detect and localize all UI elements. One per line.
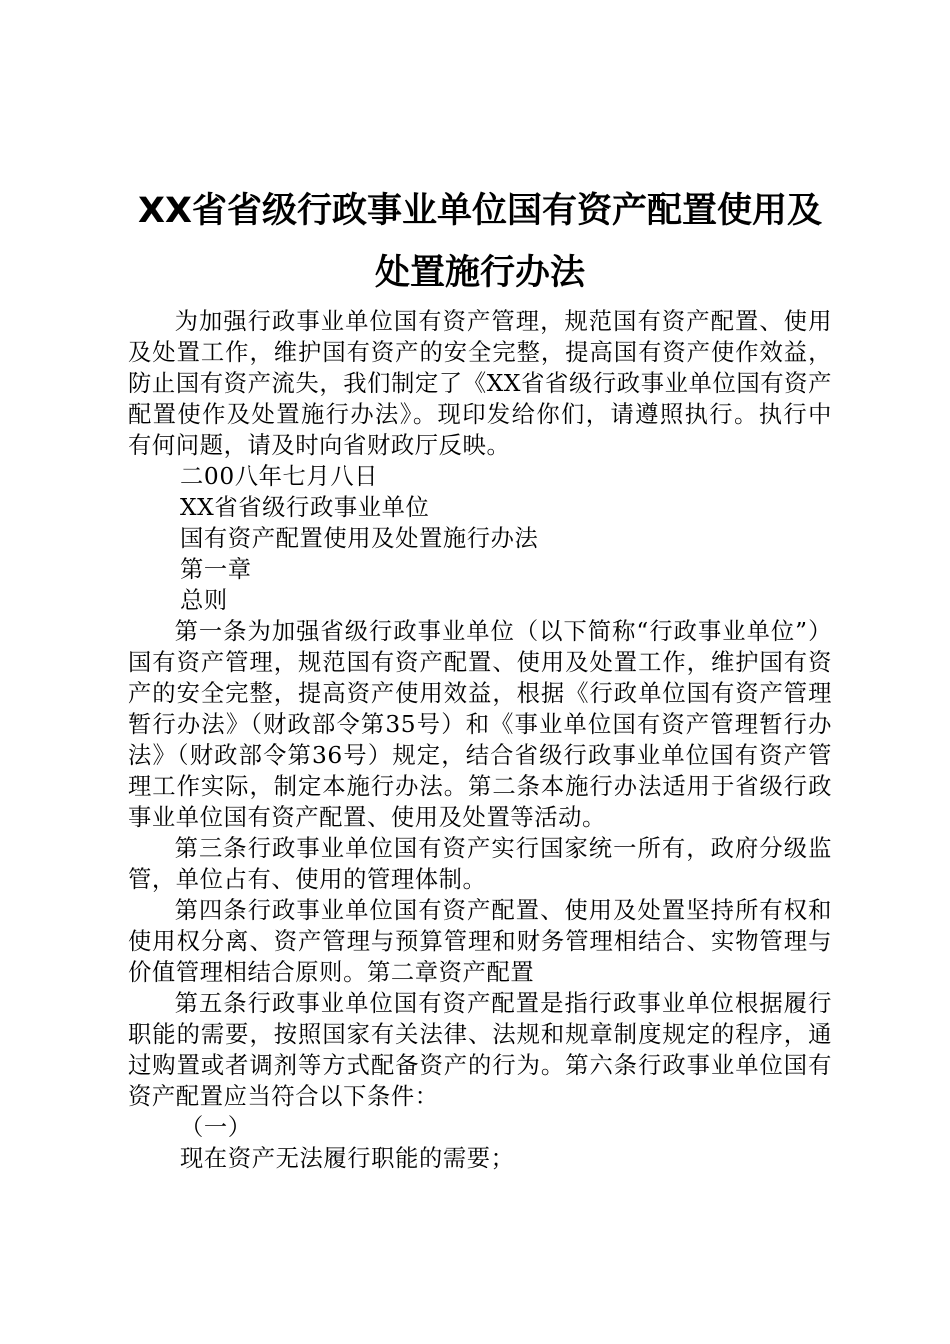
issue-date: 二00八年七月八日 [180, 463, 379, 490]
article-3-paragraph: 第三条行政事业单位国有资产实行国家统一所有，政府分级监管，单位占有、使用的管理体制。 [128, 835, 832, 893]
item-1-text: 现在资产无法履行职能的需要； [180, 1145, 515, 1172]
heading-line-1: XX省省级行政事业单位 [180, 494, 430, 521]
heading-line-2: 国有资产配置使用及处置施行办法 [180, 525, 539, 552]
document-title [128, 180, 832, 304]
article-4-paragraph: 第四条行政事业单位国有资产配置、使用及处置坚持所有权和使用权分离、资产管理与预算管理和财务管理相结合、实物管理与价值管理相结合原则。第二章资产配置 [128, 897, 832, 986]
document-page [128, 180, 832, 1174]
article-5-paragraph: 第五条行政事业单位国有资产配置是指行政事业单位根据履行职能的需要，按照国家有关法律、法规和规章制度规定的程序，通过购置或者调剂等方式配备资产的行为。第六条行政事业单位国有资产配置应当符合以下条件： [128, 990, 832, 1110]
title-line-1: XX省省级行政事业单位国有资产配置使用及 [138, 191, 822, 231]
item-1-label: （一） [180, 1114, 252, 1141]
chapter-heading: 第一章 [180, 556, 252, 583]
intro-paragraph: 为加强行政事业单位国有资产管理，规范国有资产配置、使用及处置工作，维护国有资产的安全完整，提高国有资产使作效益，防止国有资产流失，我们制定了《XX省省级行政事业单位国有资产配置使作及处置施行办法》。现印发给你们，请遵照执行。执行中有何问题，请及时向省财政厅反映。 [128, 308, 832, 459]
title-line-2: 处置施行办法 [374, 253, 585, 293]
article-1-paragraph: 第一条为加强省级行政事业单位（以下简称“行政事业单位”）国有资产管理，规范国有资产配置、使用及处置工作，维护国有资产的安全完整，提高资产使用效益，根据《行政单位国有资产管理暂行办法》（财政部令第35号）和《事业单位国有资产管理暂行办法》（财政部令第36号）规定，结合省级行政事业单位国有资产管理工作实际，制定本施行办法。第二条本施行办法适用于省级行政事业单位国有资产配置、使用及处置等活动。 [128, 618, 832, 831]
chapter-title: 总则 [180, 587, 228, 614]
document-body [128, 306, 832, 1174]
